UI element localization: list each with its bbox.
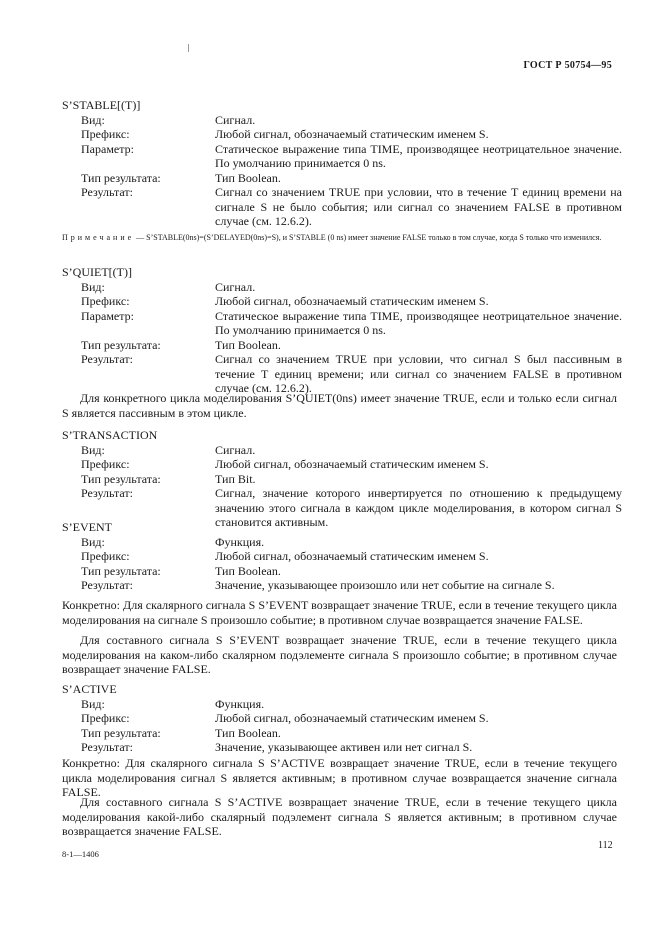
attribute-active <box>62 682 622 755</box>
label-result: Результат: <box>81 740 133 754</box>
attribute-quiet <box>62 265 622 396</box>
paragraph-active-scalar: Конкретно: Для скалярного сигнала S S’ACTIVE возвращает значение TRUE, если в течение текущего цикла моделирования сигнал S является активным; в противном случае возвращается значение сигнала FALSE. <box>62 756 617 799</box>
value-prefix: Любой сигнал, обозначаемый статическим именем S. <box>215 711 489 725</box>
attribute-title: S’ACTIVE <box>62 682 117 696</box>
label-kind: Вид: <box>81 534 105 549</box>
label-result: Результат: <box>81 578 133 592</box>
value-parameter: Статическое выражение типа TIME, производящее неотрицательное значение. По умолчанию принимается 0 ns. <box>215 141 622 170</box>
label-prefix: Префикс: <box>81 549 130 563</box>
label-prefix: Префикс: <box>81 294 130 308</box>
value-result: Сигнал со значением TRUE при условии, что в течение Т единиц времени на сигнале S не было события; или сигнал со значением FALSE в противном случае (см. 12.6.2). <box>215 185 622 228</box>
paragraph-event-scalar: Конкретно: Для скалярного сигнала S S’EVENT возвращает значение TRUE, если в течение текущего цикла моделирования на сигнале S произошло событие; в противном случае возвращается значение FALSE. <box>62 598 617 627</box>
value-parameter: Статическое выражение типа TIME, производящее неотрицательное значение. По умолчанию принимается 0 ns. <box>215 308 622 337</box>
value-prefix: Любой сигнал, обозначаемый статическим именем S. <box>215 127 489 141</box>
label-prefix: Префикс: <box>81 127 130 141</box>
label-result: Результат: <box>81 486 133 500</box>
value-kind: Функция. <box>215 534 265 549</box>
note <box>62 232 622 243</box>
label-prefix: Префикс: <box>81 711 130 725</box>
attribute-event <box>62 520 622 593</box>
value-result-type: Тип Bit. <box>215 471 256 486</box>
label-kind: Вид: <box>81 279 105 294</box>
value-kind: Сигнал. <box>215 112 256 127</box>
label-result: Результат: <box>81 352 133 366</box>
scan-mark <box>188 44 189 52</box>
paragraph-active-composite: Для составного сигнала S S’ACTIVE возвращает значение TRUE, если в течение текущего цикла моделирования какой-либо скалярный подэлемент сигнала S является активным; в противном случае возвращается значение FALSE. <box>62 795 617 838</box>
value-result-type: Тип Boolean. <box>215 337 281 352</box>
value-result: Сигнал, значение которого инвертируется по отношению к предыдущему значению этого сигнала в каждом цикле моделирования, в котором сигнал S становится активным. <box>215 486 622 529</box>
footer-code: 8-1—1406 <box>62 849 99 859</box>
label-result-type: Тип результата: <box>81 725 161 740</box>
attribute-title: S’QUIET[(T)] <box>62 265 132 279</box>
label-result: Результат: <box>81 185 133 199</box>
label-result-type: Тип результата: <box>81 337 161 352</box>
page-header-standard: ГОСТ Р 50754—95 <box>523 60 612 71</box>
label-parameter: Параметр: <box>81 308 134 323</box>
attribute-title: S’STABLE[(T)] <box>62 98 141 112</box>
note-label: Примечание <box>62 233 135 242</box>
attribute-title: S’EVENT <box>62 520 112 534</box>
value-result: Значение, указывающее активен или нет сигнал S. <box>215 740 473 754</box>
attribute-stable <box>62 98 622 229</box>
paragraph-quiet: Для конкретного цикла моделирования S’QUIET(0ns) имеет значение TRUE, если и только если сигнал S является пассивным в этом цикле. <box>62 391 617 420</box>
label-prefix: Префикс: <box>81 457 130 471</box>
value-result-type: Тип Boolean. <box>215 170 281 185</box>
label-result-type: Тип результата: <box>81 563 161 578</box>
note-text: — S’STABLE(0ns)=(S’DELAYED(0ns)=S), и S’STABLE (0 ns) имеет значение FALSE только в том случае, когда S только что изменился. <box>134 233 602 242</box>
label-kind: Вид: <box>81 696 105 711</box>
label-kind: Вид: <box>81 442 105 457</box>
label-parameter: Параметр: <box>81 141 134 156</box>
value-kind: Сигнал. <box>215 442 256 457</box>
label-result-type: Тип результата: <box>81 471 161 486</box>
label-kind: Вид: <box>81 112 105 127</box>
label-result-type: Тип результата: <box>81 170 161 185</box>
value-prefix: Любой сигнал, обозначаемый статическим именем S. <box>215 549 489 563</box>
attribute-transaction <box>62 428 622 530</box>
page-number: 112 <box>598 840 613 851</box>
value-result: Значение, указывающее произошло или нет событие на сигнале S. <box>215 578 555 592</box>
value-prefix: Любой сигнал, обозначаемый статическим именем S. <box>215 294 489 308</box>
value-prefix: Любой сигнал, обозначаемый статическим именем S. <box>215 457 489 471</box>
value-kind: Функция. <box>215 696 265 711</box>
paragraph-event-composite: Для составного сигнала S S’EVENT возвращает значение TRUE, если в течение текущего цикла моделирования на каком-либо скалярном подэлементе сигнала S произошло событие; в противном случае возвращает значение FALSE. <box>62 633 617 676</box>
value-result-type: Тип Boolean. <box>215 725 281 740</box>
value-result-type: Тип Boolean. <box>215 563 281 578</box>
attribute-title: S’TRANSACTION <box>62 428 158 442</box>
value-kind: Сигнал. <box>215 279 256 294</box>
value-result: Сигнал со значением TRUE при условии, что сигнал S был пассивным в течение Т единиц времени; или сигнал со значением FALSE в противном случае (см. 12.6.2). <box>215 352 622 395</box>
